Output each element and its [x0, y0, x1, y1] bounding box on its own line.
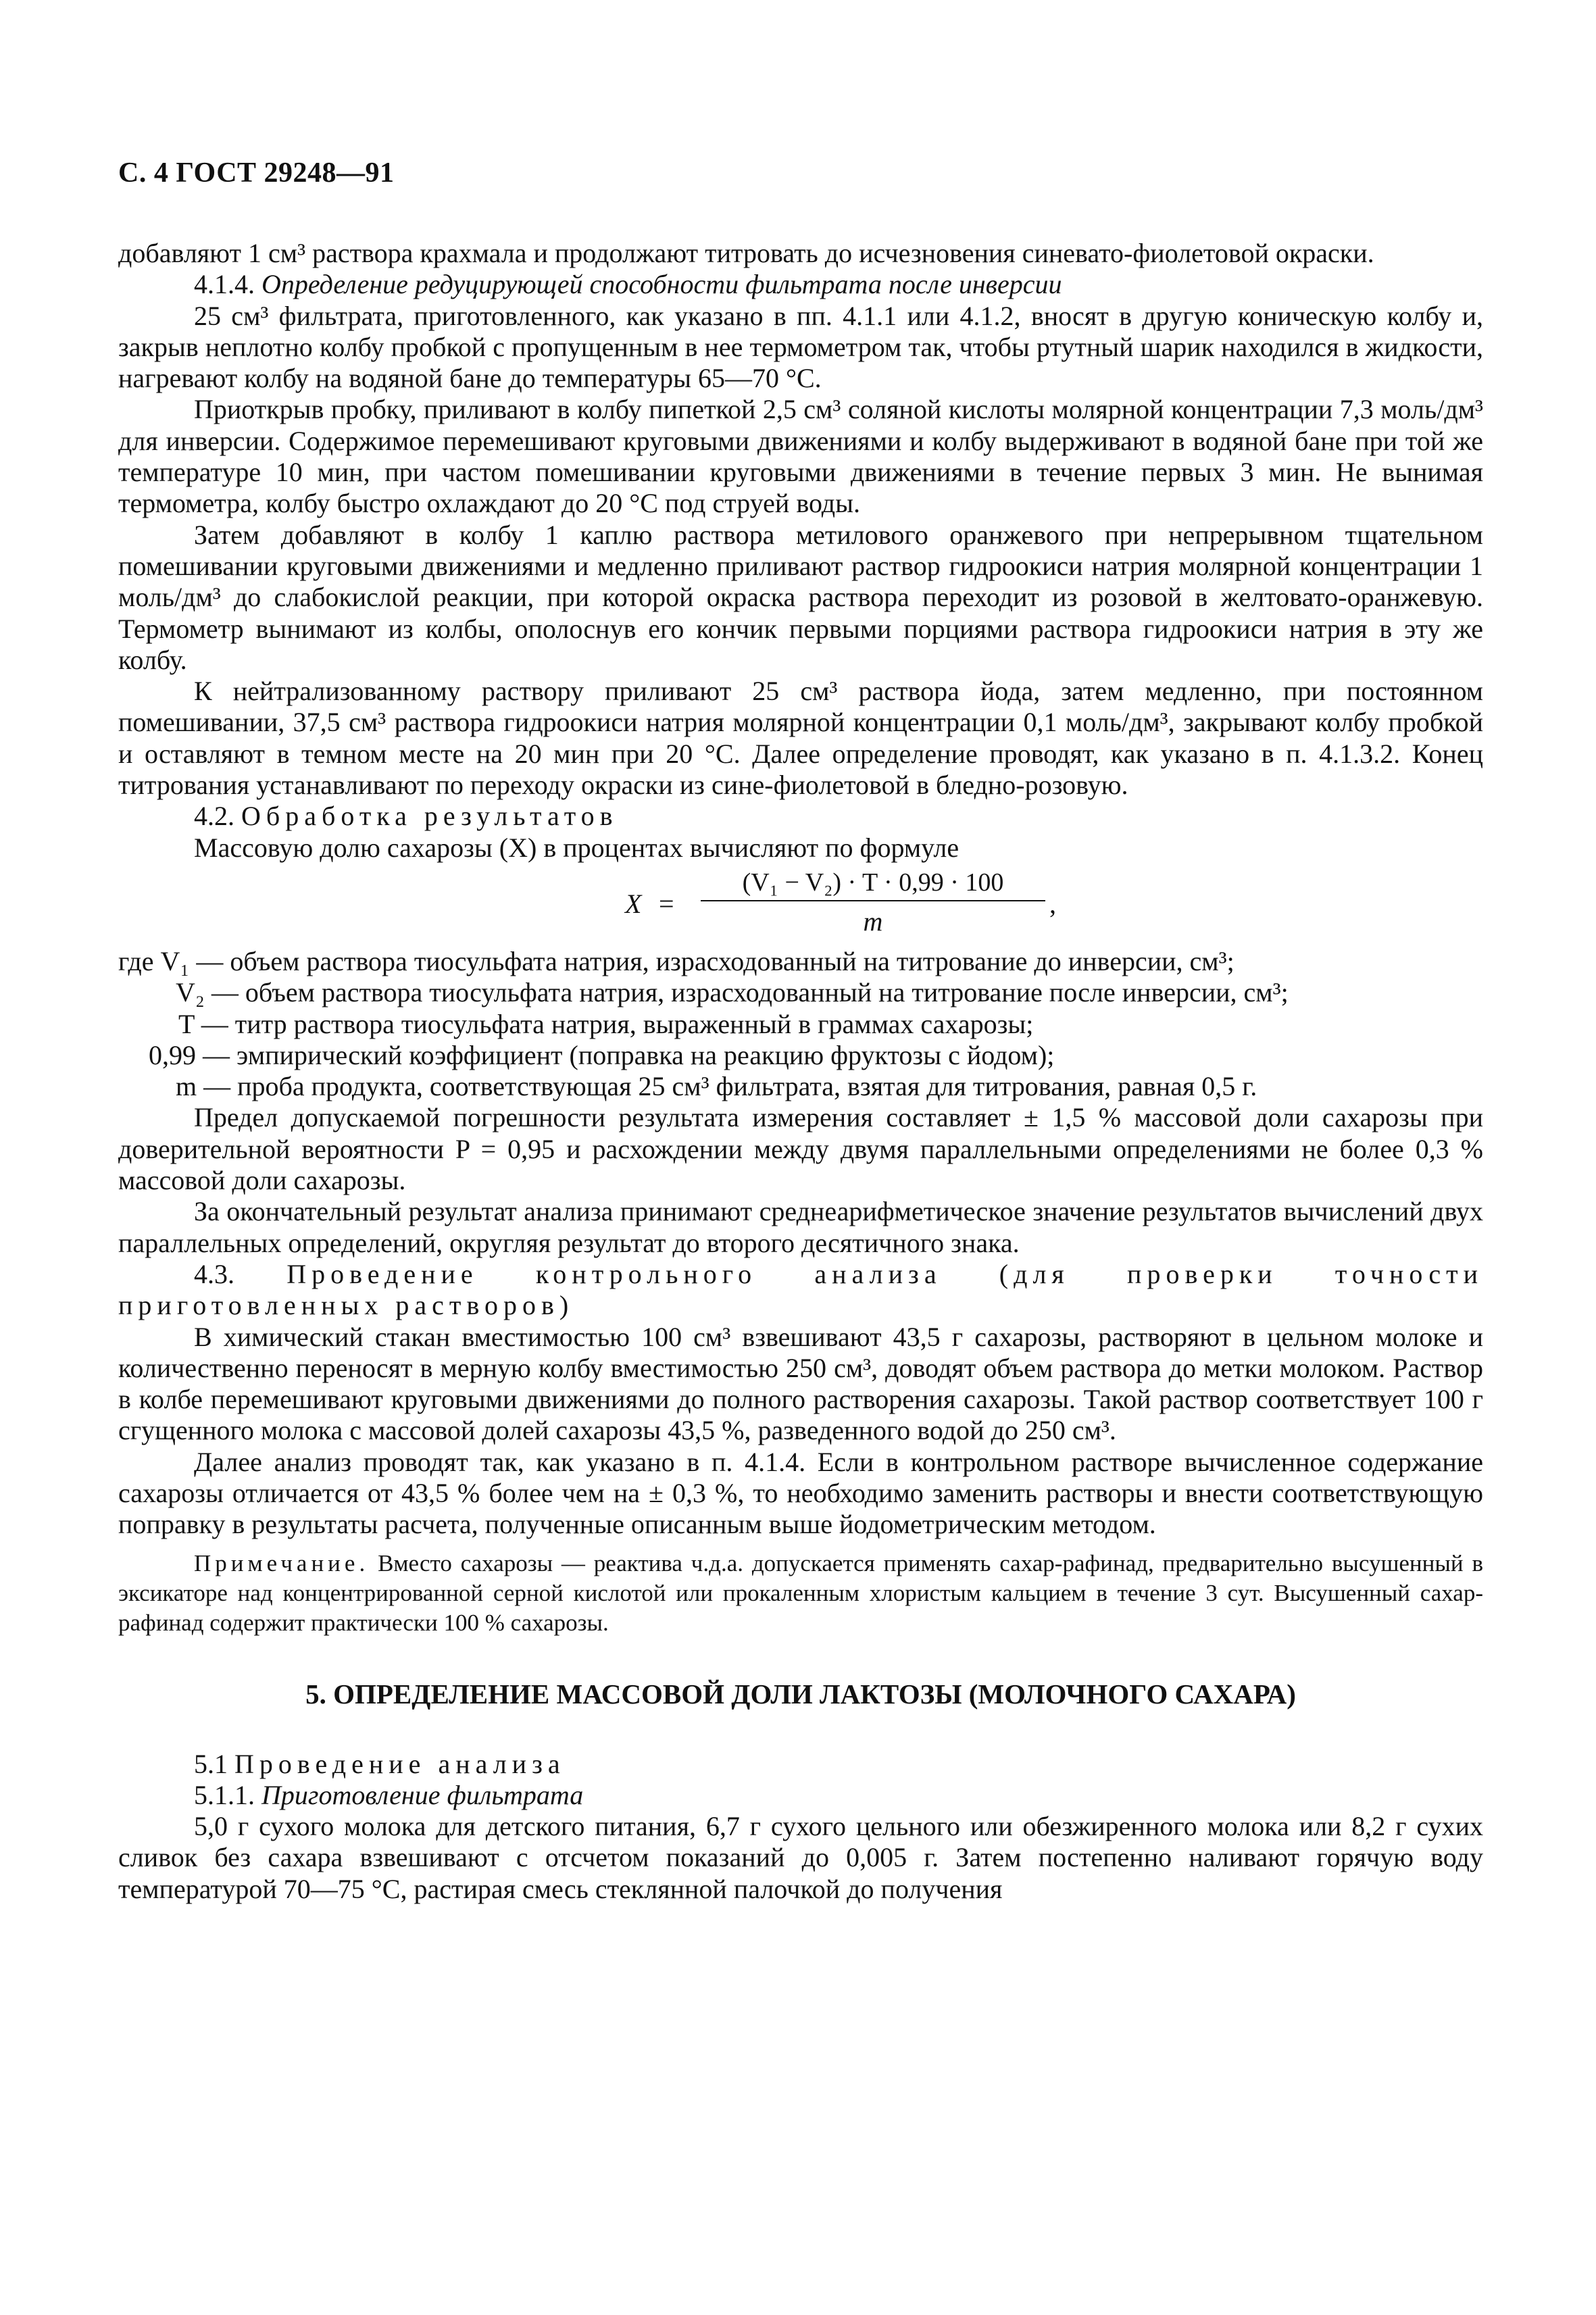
- page-header: С. 4 ГОСТ 29248—91: [118, 157, 395, 189]
- note: [118, 1549, 1483, 1638]
- section-number: 5.1.1.: [194, 1779, 255, 1810]
- formula-denominator: m: [863, 905, 883, 937]
- heading-5-1: [118, 1749, 1483, 1780]
- formula-equals: =: [659, 888, 674, 919]
- definition-coefficient: 0,99 — эмпирический коэффициент (поправка на реакцию фруктозы с йодом);: [149, 1039, 1055, 1070]
- fraction-bar: [701, 900, 1045, 901]
- heading-4-2: [118, 801, 1483, 832]
- section-title: Проведение анализа: [234, 1748, 566, 1779]
- text-column: [118, 238, 1483, 1905]
- section-title: Проведение контрольного анализа (для проверки точности приготовленных растворов): [118, 1258, 1484, 1321]
- paragraph: За окончательный результат анализа принимают среднеарифметическое значение результатов вычислений двух параллельных определений, округляя результат до второго десятичного знака.: [118, 1196, 1483, 1258]
- paragraph: Предел допускаемой погрешности результата измерения составляет ± 1,5 % массовой доли сахарозы при доверительной вероятности P = 0,95 и расхождении между двумя параллельными определениями не более 0,3 % массовой доли сахарозы.: [118, 1102, 1483, 1196]
- section-number: 4.2.: [194, 801, 234, 832]
- formula-comma: ,: [1049, 888, 1056, 919]
- paragraph: Массовую долю сахарозы (X) в процентах вычисляют по формуле: [194, 832, 959, 863]
- definition-t: T — титр раствора тиосульфата натрия, выраженный в граммах сахарозы;: [178, 1008, 1034, 1039]
- section-title: Приготовление фильтрата: [261, 1779, 584, 1810]
- paragraph: 5,0 г сухого молока для детского питания, 6,7 г сухого цельного или обезжиренного молока или 8,2 г сухих сливок без сахара взвешивают с отсчетом показаний до 0,005 г. Затем постепенно наливают горячую воду температурой 70—75 °С, растирая смесь стеклянной палочкой до получения: [118, 1811, 1483, 1904]
- heading-4-3: [118, 1259, 1483, 1322]
- definition-v1: где V₁ — объем раствора тиосульфата натрия, израсходованный на титрование до инверсии, см³;: [118, 945, 1235, 976]
- section-number: 5.1: [194, 1748, 228, 1779]
- formula: [118, 868, 1483, 943]
- paragraph: 25 см³ фильтрата, приготовленного, как указано в пп. 4.1.1 или 4.1.2, вносят в другую коническую колбу и, закрыв неплотно колбу пробкой с пропущенным в нее термометром так, чтобы ртутный шарик находился в жидкости, нагревают колбу на водяной бане до температуры 65—70 °С.: [118, 300, 1483, 394]
- paragraph: Затем добавляют в колбу 1 каплю раствора метилового оранжевого при непрерывном тщательном помешивании круговыми движениями и медленно приливают раствор гидроокиси натрия молярной концентрации 1 моль/дм³ до слабокислой реакции, при которой окраска раствора переходит из розовой в желтовато-оранжевую. Термометр вынимают из колбы, ополоснув его кончик первыми порциями раствора гидроокиси натрия в эту же колбу.: [118, 519, 1483, 675]
- paragraph: Приоткрыв пробку, приливают в колбу пипеткой 2,5 см³ соляной кислоты молярной концентрации 7,3 моль/дм³ для инверсии. Содержимое перемешивают круговыми движениями и колбу выдерживают в водяной бане при той же температуре 10 мин, при частом помешивании круговыми движениями в течение первых 3 мин. Не вынимая термометра, колбу быстро охлаждают до 20 °С под струей воды.: [118, 394, 1483, 519]
- note-text: Вместо сахарозы — реактива ч.д.а. допускается применять сахар-рафинад, предварительно высушенный в эксикаторе над концентрированной серной кислотой или прокаленным хлористым кальцием в течение 3 сут. Высушенный сахар-рафинад содержит практически 100 % сахарозы.: [118, 1549, 1484, 1636]
- definition-v2: V₂ — объем раствора тиосульфата натрия, израсходованный на титрование после инверсии, см³;: [176, 977, 1289, 1008]
- variable-definitions: [118, 946, 1483, 1102]
- heading-4-1-4: [118, 269, 1483, 300]
- formula-lhs: X: [625, 888, 642, 919]
- paragraph: В химический стакан вместимостью 100 см³ взвешивают 43,5 г сахарозы, растворяют в цельном молоке и количественно переносят в мерную колбу вместимостью 250 см³, доводят объем раствора до метки молоком. Раствор в колбе перемешивают круговыми движениями до полного растворения сахарозы. Такой раствор соответствует 100 г сгущенного молока с массовой долей сахарозы 43,5 %, разведенного водой до 250 см³.: [118, 1321, 1483, 1446]
- section-number: 4.1.4.: [194, 269, 255, 300]
- paragraph: Далее анализ проводят так, как указано в п. 4.1.4. Если в контрольном растворе вычисленное содержание сахарозы отличается от 43,5 % более чем на ± 0,3 %, то необходимо заменить растворы и внести соответствующую поправку в результаты расчета, полученные описанным выше йодометрическим методом.: [118, 1446, 1483, 1540]
- section-number: 4.3.: [194, 1258, 234, 1289]
- paragraph: К нейтрализованному раствору приливают 25 см³ раствора йода, затем медленно, при постоянном помешивании, 37,5 см³ раствора гидроокиси натрия молярной концентрации 0,1 моль/дм³, закрывают колбу пробкой и оставляют в темном месте на 20 мин при 20 °С. Далее определение проводят, как указано в п. 4.1.3.2. Конец титрования устанавливают по переходу окраски из сине-фиолетовой в бледно-розовую.: [118, 676, 1483, 801]
- section-5-title: 5. ОПРЕДЕЛЕНИЕ МАССОВОЙ ДОЛИ ЛАКТОЗЫ (МОЛОЧНОГО САХАРА): [305, 1678, 1296, 1710]
- heading-5-1-1: [118, 1780, 1483, 1811]
- paragraph-intro: добавляют 1 см³ раствора крахмала и продолжают титровать до исчезновения синевато-фиолетовой окраски.: [118, 238, 1374, 268]
- formula-numerator: (V₁ − V₂) · T · 0,99 · 100: [742, 868, 1004, 897]
- definition-m: m — проба продукта, соответствующая 25 см³ фильтрата, взятая для титрования, равная 0,5 г.: [176, 1071, 1257, 1102]
- note-label: Примечание.: [194, 1549, 370, 1576]
- section-title: Определение редуцирующей способности фильтрата после инверсии: [261, 269, 1062, 300]
- section-title: Обработка результатов: [241, 801, 618, 832]
